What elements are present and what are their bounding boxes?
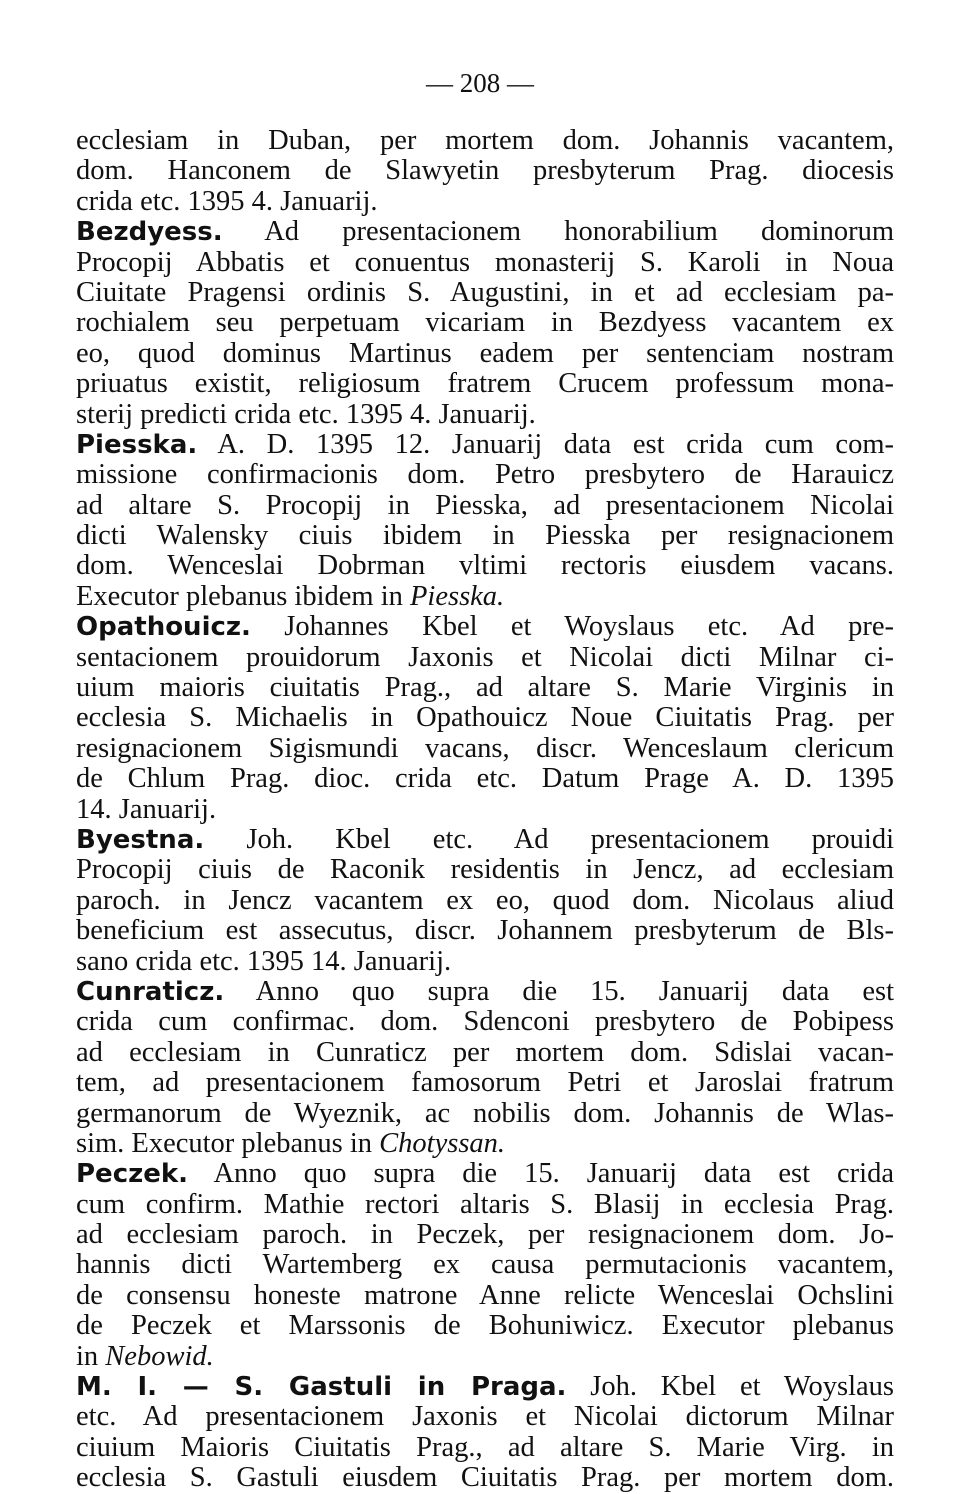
line-text: sim. Executor plebanus in — [76, 1127, 380, 1159]
line-text: ad ecclesiam paroch. in Peczek, per resignacionem dom. Jo- — [76, 1219, 894, 1251]
text-line — [76, 460, 894, 490]
entry-heading: M. I. — S. Gastuli in Praga. — [76, 1372, 567, 1403]
text-line — [76, 1250, 894, 1280]
line-text: in — [76, 1340, 106, 1372]
line-text: Ad presentacionem honorabilium dominorum — [222, 216, 894, 248]
text-line — [76, 947, 894, 977]
text-line — [76, 1433, 894, 1463]
line-text: Executor plebanus ibidem in — [76, 580, 410, 612]
line-text: A. D. 1395 12. Januarij data est crida cum com- — [197, 428, 894, 460]
line-text: ciuium Maioris Ciuitatis Prag., ad altare S. Marie Virg. in — [76, 1431, 894, 1463]
line-text: sano crida etc. 1395 14. Januarij. — [76, 945, 452, 977]
line-text: tem, ad presentacionem famosorum Petri et Jaroslai fratrum — [76, 1067, 894, 1099]
line-text: 14. Januarij. — [76, 793, 217, 825]
line-text: dom. Hanconem de Slawyetin presbyterum Prag. diocesis — [76, 155, 894, 187]
text-line — [76, 430, 894, 460]
text-line — [76, 1129, 894, 1159]
line-text: sterij predicti crida etc. 1395 4. Januarij. — [76, 398, 536, 430]
line-text: ecclesia S. Michaelis in Opathouicz Noue Ciuitatis Prag. per — [76, 702, 894, 734]
text-line — [76, 1463, 894, 1493]
text-line — [76, 217, 894, 247]
line-text: de Peczek et Marssonis de Bohuniwicz. Executor plebanus — [76, 1310, 894, 1342]
line-text: crida etc. 1395 4. Januarij. — [76, 185, 378, 217]
text-line — [76, 369, 894, 399]
entry-heading: Cunraticz. — [76, 976, 225, 1007]
line-text: Anno quo supra die 15. Januarij data est — [224, 975, 894, 1007]
entry-heading: Peczek. — [76, 1159, 189, 1190]
line-text: rochialem seu perpetuam vicariam in Bezdyess vacantem ex — [76, 307, 894, 339]
line-text: cum confirm. Mathie rectori altaris S. Blasij in ecclesia Prag. — [76, 1188, 894, 1220]
entry-heading: Byestna. — [76, 824, 205, 855]
entry-heading: Opathouicz. — [76, 612, 251, 643]
line-text: paroch. in Jencz vacantem ex eo, quod dom. Nicolaus aliud — [76, 884, 894, 916]
line-text: ad altare S. Procopij in Piesska, ad presentacionem Nicolai — [76, 489, 894, 521]
line-text: Joh. Kbel etc. Ad presentacionem prouidi — [204, 823, 894, 855]
document-body — [76, 126, 894, 1494]
text-line — [76, 1190, 894, 1220]
text-line — [76, 795, 894, 825]
line-text: de consensu honeste matrone Anne relicte Wenceslai Ochslini — [76, 1279, 894, 1311]
place-name-italic: Nebowid. — [105, 1340, 214, 1372]
line-text: resignacionem Sigismundi vacans, discr. Wenceslaum clericum — [76, 732, 894, 764]
text-line — [76, 400, 894, 430]
text-line — [76, 551, 894, 581]
text-line — [76, 977, 894, 1007]
text-line — [76, 1372, 894, 1402]
line-text: Johannes Kbel et Woyslaus etc. Ad pre- — [250, 611, 894, 643]
entry-heading: Bezdyess. — [76, 217, 223, 248]
place-name-italic: Chotyssan. — [379, 1127, 506, 1159]
line-text: Procopij ciuis de Raconik residentis in Jencz, ad ecclesiam — [76, 854, 894, 886]
line-text: eo, quod dominus Martinus eadem per sentenciam nostram — [76, 337, 894, 369]
text-line — [76, 1099, 894, 1129]
text-line — [76, 1220, 894, 1250]
text-line — [76, 1342, 894, 1372]
text-line — [76, 1311, 894, 1341]
text-line — [76, 1402, 894, 1432]
line-text: dicti Walensky ciuis ibidem in Piesska per resignacionem — [76, 520, 894, 552]
line-text: priuatus existit, religiosum fratrem Crucem professum mona- — [76, 368, 894, 400]
entry-heading: Piesska. — [76, 429, 198, 460]
line-text: de Chlum Prag. dioc. crida etc. Datum Prage A. D. 1395 — [76, 763, 894, 795]
text-line — [76, 156, 894, 186]
line-text: ad ecclesiam in Cunraticz per mortem dom. Sdislai vacan- — [76, 1036, 894, 1068]
page-number: — 208 — — [426, 68, 534, 98]
text-line — [76, 248, 894, 278]
text-line — [76, 703, 894, 733]
text-line — [76, 126, 894, 156]
text-line — [76, 825, 894, 855]
text-line — [76, 582, 894, 612]
line-text: Anno quo supra die 15. Januarij data est crida — [188, 1158, 894, 1190]
text-line — [76, 764, 894, 794]
text-line — [76, 308, 894, 338]
text-line — [76, 734, 894, 764]
line-text: missione confirmacionis dom. Petro presbytero de Harauicz — [76, 459, 894, 491]
text-line — [76, 339, 894, 369]
text-line — [76, 1007, 894, 1037]
line-text: ecclesia S. Gastuli eiusdem Ciuitatis Prag. per mortem dom. — [76, 1462, 894, 1494]
text-line — [76, 612, 894, 642]
line-text: dom. Wenceslai Dobrman vltimi rectoris eiusdem vacans. — [76, 550, 894, 582]
text-line — [76, 886, 894, 916]
line-text: uium maioris ciuitatis Prag., ad altare S. Marie Virginis in — [76, 672, 894, 704]
text-line — [76, 187, 894, 217]
line-text: hannis dicti Wartemberg ex causa permutacionis vacantem, — [76, 1249, 894, 1281]
line-text: Joh. Kbel et Woyslaus — [566, 1371, 895, 1403]
text-line — [76, 1159, 894, 1189]
text-line — [76, 1068, 894, 1098]
text-line — [76, 673, 894, 703]
text-line — [76, 521, 894, 551]
line-text: ecclesiam in Duban, per mortem dom. Johannis vacantem, — [76, 125, 894, 156]
line-text: crida cum confirmac. dom. Sdenconi presbytero de Pobipess — [76, 1006, 894, 1038]
text-line — [76, 491, 894, 521]
line-text: Procopij Abbatis et conuentus monasterij S. Karoli in Noua — [76, 246, 894, 278]
line-text: sentacionem prouidorum Jaxonis et Nicolai dicti Milnar ci- — [76, 641, 894, 673]
place-name-italic: Piesska. — [410, 580, 505, 612]
text-line — [76, 278, 894, 308]
text-line — [76, 1038, 894, 1068]
line-text: Ciuitate Pragensi ordinis S. Augustini, in et ad ecclesiam pa- — [76, 276, 894, 308]
text-line — [76, 855, 894, 885]
text-line — [76, 916, 894, 946]
line-text: beneficium est assecutus, discr. Johannem presbyterum de Bls- — [76, 915, 894, 947]
line-text: germanorum de Wyeznik, ac nobilis dom. Johannis de Wlas- — [76, 1097, 894, 1129]
line-text: etc. Ad presentacionem Jaxonis et Nicolai dictorum Milnar — [76, 1401, 894, 1433]
text-line — [76, 643, 894, 673]
text-line — [76, 1281, 894, 1311]
